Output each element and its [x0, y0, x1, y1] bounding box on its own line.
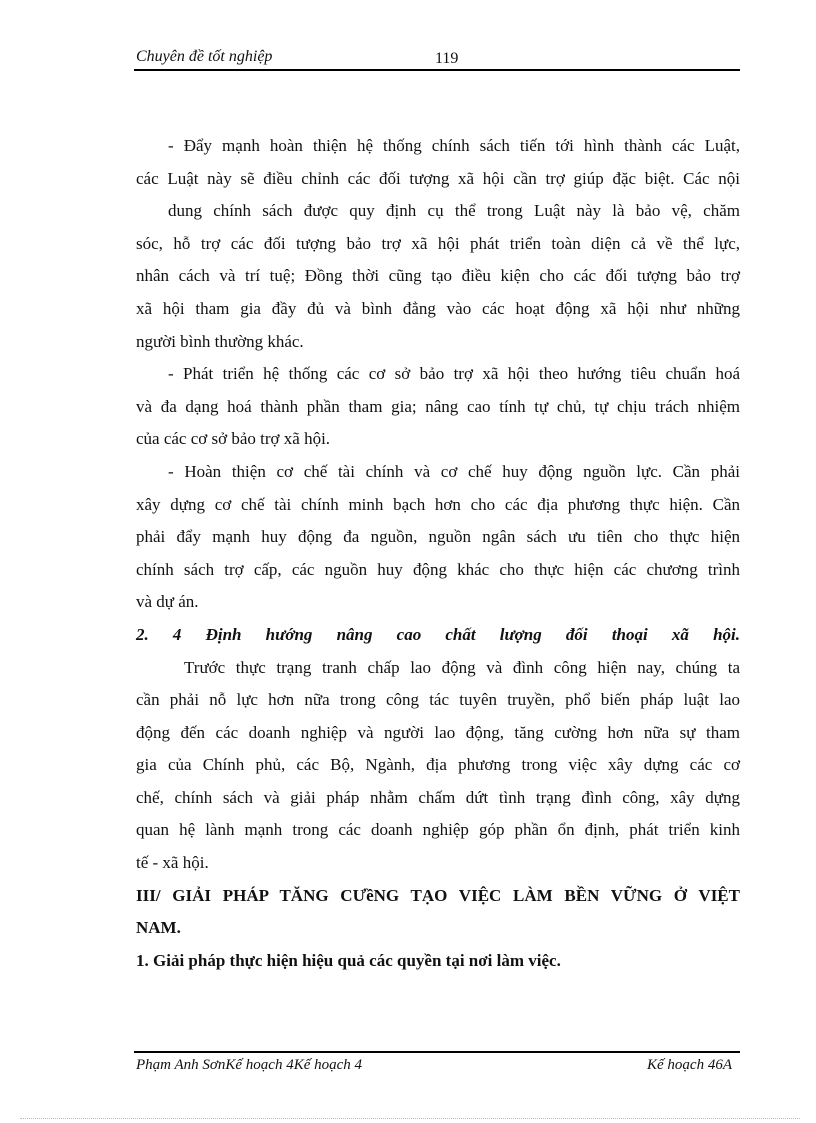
text-line: - Hoàn thiện cơ chế tài chính và cơ chế huy động nguồn lực. Cần phải — [168, 461, 740, 481]
text-line: xã hội tham gia đầy đủ và bình đẳng vào các hoạt động xã hội như những — [136, 298, 740, 318]
footer-rule — [134, 1051, 740, 1053]
footer-author: Phạm Anh SơnKế hoạch 4Kế hoạch 4 — [136, 1057, 363, 1073]
header-rule — [134, 69, 740, 71]
page-edge-dots — [20, 1118, 800, 1119]
document-title: Chuyên đề tốt nghiệp — [136, 48, 273, 65]
text-line: dung chính sách được quy định cụ thể trong Luật này là bảo vệ, chăm — [168, 201, 740, 221]
text-line: - Phát triển hệ thống các cơ sở bảo trợ xã hội theo hướng tiêu chuẩn hoá — [168, 364, 740, 384]
text-line: gia của Chính phủ, các Bộ, Ngành, địa phương trong việc xây dựng các cơ — [136, 755, 740, 775]
text-line: của các cơ sở bảo trợ xã hội. — [136, 429, 331, 449]
text-line: Trước thực trạng tranh chấp lao động và đình công hiện nay, chúng ta — [184, 657, 740, 677]
text-line: và dự án. — [136, 592, 199, 612]
text-line: - Đẩy mạnh hoàn thiện hệ thống chính sách tiến tới hình thành các Luật, — [168, 136, 740, 155]
text-line: chính sách trợ cấp, các nguồn huy động khác cho thực hiện các chương trình — [136, 559, 740, 579]
chapter-heading-iii: III/ GIẢI PHÁP TĂNG CƯềNG TẠO VIỆC LÀM BỀN VỮNG Ở VIỆT — [136, 885, 740, 905]
section-heading-2-4: 2. 4 Định hướng nâng cao chất lượng đối thoại xã hội. — [136, 624, 740, 644]
text-line: tế - xã hội. — [136, 853, 209, 873]
text-line: nhân cách và trí tuệ; Đồng thời cũng tạo điều kiện cho các đối tượng bảo trợ — [136, 266, 740, 286]
text-line: xây dựng cơ chế tài chính minh bạch hơn cho các địa phương thực hiện. Cần — [136, 494, 740, 514]
text-line: cần phải nỗ lực hơn nữa trong công tác tuyên truyền, phổ biến pháp luật lao — [136, 690, 740, 710]
text-line: và đa dạng hoá thành phần tham gia; nâng cao tính tự chủ, tự chịu trách nhiệm — [136, 396, 740, 416]
text-line: sóc, hỗ trợ các đối tượng bảo trợ xã hội phát triển toàn diện cả về thể lực, — [136, 233, 740, 253]
section-heading-1: 1. Giải pháp thực hiện hiệu quả các quyền tại nơi làm việc. — [136, 950, 561, 970]
page-header — [134, 48, 740, 72]
text-line: các Luật này sẽ điều chỉnh các đối tượng xã hội cần trợ giúp đặc biệt. Các nội — [136, 168, 740, 188]
page-number: 119 — [435, 50, 459, 67]
footer-class: Kế hoạch 46A — [647, 1057, 732, 1073]
text-line: động đến các doanh nghiệp và người lao động, tăng cường hơn nữa sự tham — [136, 722, 740, 742]
document-body — [136, 130, 740, 977]
chapter-heading-iii-cont: NAM. — [136, 918, 181, 938]
text-line: phải đẩy mạnh huy động đa nguồn, nguồn ngân sách ưu tiên cho thực hiện — [136, 527, 740, 547]
text-line: chế, chính sách và giải pháp nhằm chấm dứt tình trạng đình công, xây dựng — [136, 787, 740, 807]
text-line: người bình thường khác. — [136, 331, 304, 351]
text-line: quan hệ lành mạnh trong các doanh nghiệp góp phần ổn định, phát triển kinh — [136, 820, 740, 840]
page-footer — [134, 1051, 740, 1081]
